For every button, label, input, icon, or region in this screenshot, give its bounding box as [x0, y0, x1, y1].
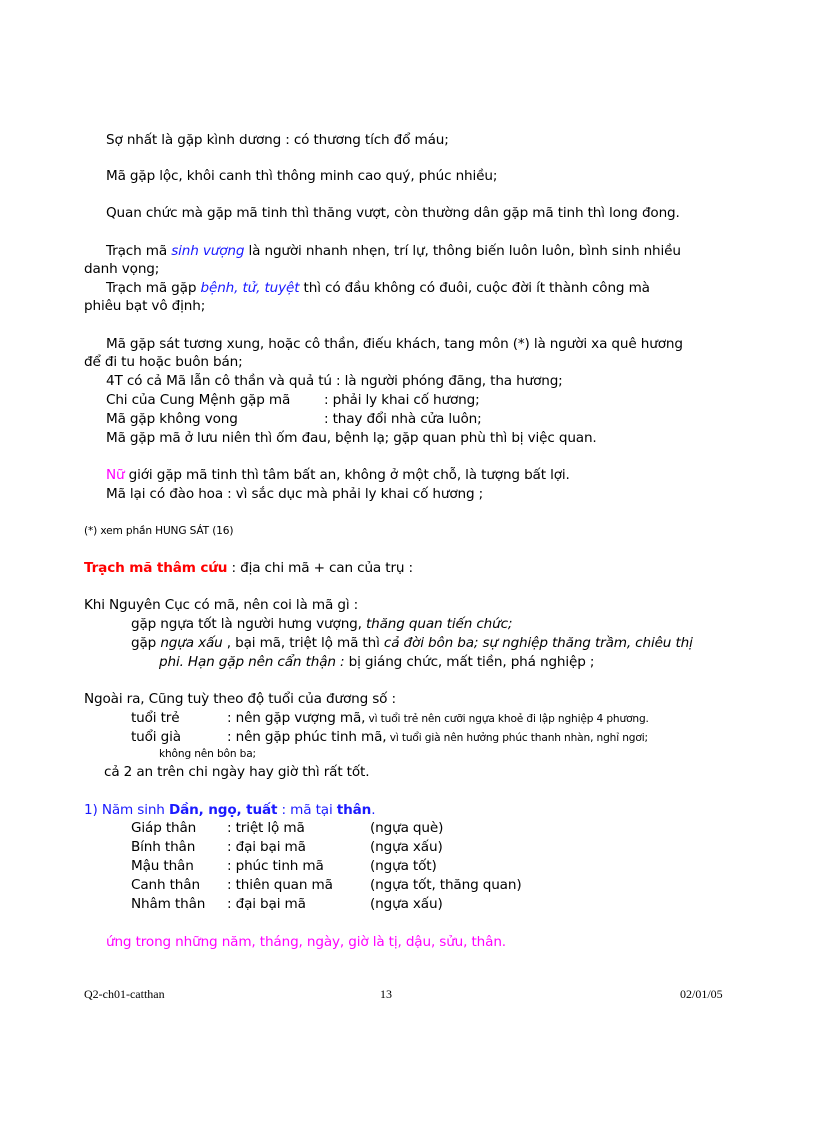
text: 1) Năm sinh [84, 802, 169, 818]
cell-name: Nhâm thân [131, 896, 206, 912]
paragraph-ca-hai: cả 2 an trên chi ngày hay giờ thì rất tốt. [104, 764, 370, 780]
paragraph-ngua-tot [131, 615, 512, 633]
paragraph-tuoi-tre [131, 709, 649, 728]
value: : nên gặp vượng mã, [227, 710, 366, 726]
text: gặp [131, 635, 161, 651]
cell-note: (ngựa tốt, thăng quan) [370, 877, 522, 893]
text: thì có đầu không có đuôi, cuộc đời ít thành công mà [299, 280, 650, 296]
paragraph-sinh-vuong [106, 242, 681, 260]
footer-page-number: 13 [380, 987, 392, 1001]
paragraph-ngua-xau [131, 634, 693, 652]
value: : nên gặp phúc tinh mã, [227, 729, 387, 745]
emphasis-sinh-vuong: sinh vượng [171, 243, 245, 259]
text: là người nhanh nhẹn, trí lự, thông biến luôn luôn, bình sinh nhiều [244, 243, 681, 259]
paragraph-sat-tuong-xung-cont: để đi tu hoặc buôn bán; [84, 354, 243, 370]
paragraph-sat-tuong-xung: Mã gặp sát tương xung, hoặc cô thần, điếu khách, tang môn (*) là người xa quê hương [106, 336, 683, 352]
highlight-nu: Nữ [106, 467, 125, 483]
cell-type: : đại bại mã [227, 839, 306, 855]
emphasis: ngựa xấu [160, 635, 223, 651]
emphasis: phi. Hạn gặp nên cẩn thận : [159, 654, 345, 670]
footer-date: 02/01/05 [680, 987, 723, 1001]
paragraph-benh-tu-tuyet [106, 279, 650, 297]
label: Mã gặp không vong [106, 411, 238, 427]
cell-type: : thiên quan mã [227, 877, 333, 893]
paragraph-tuoi-gia-cont: không nên bôn ba; [159, 748, 256, 760]
cell-name: Mậu thân [131, 858, 194, 874]
text: : địa chi mã + can của trụ : [227, 560, 413, 576]
emphasis: cả đời bôn ba; sự nghiệp thăng trầm, chiêu thị [383, 635, 693, 651]
footnote: (*) xem phần HUNG SÁT (16) [84, 525, 234, 537]
emphasis-than: thân [336, 802, 372, 818]
paragraph-ung-trong: ứng trong những năm, tháng, ngày, giờ là tị, dậu, sửu, thân. [106, 934, 506, 950]
label: Chi của Cung Mệnh gặp mã [106, 392, 291, 408]
text: , bại mã, triệt lộ mã thì [222, 635, 384, 651]
paragraph-quan-chuc: Quan chức mà gặp mã tinh thì thăng vượt, còn thường dân gặp mã tinh thì long đong. [106, 205, 680, 221]
value: : phải ly khai cố hương; [324, 392, 480, 408]
paragraph-dao-hoa: Mã lại có đào hoa : vì sắc dục mà phải ly khai cố hương ; [106, 486, 484, 502]
emphasis: thăng quan tiến chức; [365, 616, 513, 632]
note: vì tuổi già nên hưởng phúc thanh nhàn, nghỉ ngơi; [386, 732, 648, 744]
paragraph-sinh-vuong-cont: danh vọng; [84, 261, 160, 277]
cell-note: (ngựa xấu) [370, 896, 443, 912]
table-row [131, 895, 443, 913]
cell-type: : triệt lộ mã [227, 820, 305, 836]
cell-note: (ngựa tốt) [370, 858, 437, 874]
text: . [371, 802, 376, 818]
paragraph-do-tuoi: Ngoài ra, Cũng tuỳ theo độ tuổi của đương số : [84, 691, 396, 707]
paragraph-cung-menh [106, 391, 480, 409]
paragraph-benh-tu-tuyet-cont: phiêu bạt vô định; [84, 298, 206, 314]
cell-name: Bính thân [131, 839, 196, 855]
text: giới gặp mã tinh thì tâm bất an, không ở một chỗ, là tượng bất lợi. [124, 467, 570, 483]
footer-filename: Q2-ch01-catthan [84, 987, 165, 1001]
cell-note: (ngựa què) [370, 820, 444, 836]
cell-name: Canh thân [131, 877, 200, 893]
paragraph-nguyen-cuc: Khi Nguyên Cục có mã, nên coi là mã gì : [84, 597, 359, 613]
table-row [131, 876, 521, 894]
emphasis-benh-tu-tuyet: bệnh, tử, tuyệt [200, 280, 300, 296]
text: Trạch mã gặp [106, 280, 201, 296]
text: bị giáng chức, mất tiền, phá nghiệp ; [344, 654, 595, 670]
paragraph-loc-khoi: Mã gặp lộc, khôi canh thì thông minh cao quý, phúc nhiều; [106, 168, 498, 184]
paragraph-khong-vong [106, 410, 482, 428]
cell-type: : phúc tinh mã [227, 858, 324, 874]
paragraph-nu-gioi [106, 466, 570, 484]
paragraph-ngua-xau-cont [159, 653, 594, 671]
table-row [131, 838, 443, 856]
section-heading [84, 559, 413, 577]
text: gặp ngựa tốt là người hưng vượng, [131, 616, 366, 632]
cell-note: (ngựa xấu) [370, 839, 443, 855]
paragraph-luu-nien: Mã gặp mã ở lưu niên thì ốm đau, bệnh lạ; gặp quan phù thì bị việc quan. [106, 430, 597, 446]
label: tuổi trẻ [131, 710, 180, 726]
text: Trạch mã [106, 243, 172, 259]
table-row [131, 857, 437, 875]
paragraph-co-than-qua-tu: 4T có cả Mã lẫn cô thần và quả tú : là người phóng đãng, tha hương; [106, 373, 563, 389]
label: tuổi già [131, 729, 181, 745]
cell-name: Giáp thân [131, 820, 197, 836]
emphasis-dan-ngo-tuat: Dần, ngọ, tuất [168, 802, 278, 818]
value: : thay đổi nhà cửa luôn; [324, 411, 482, 427]
heading-tham-cuu: Trạch mã thâm cứu [84, 560, 228, 576]
year-section-heading [84, 801, 375, 819]
paragraph-kinh-duong: Sợ nhất là gặp kình dương : có thương tích đổ máu; [106, 132, 449, 148]
note: vì tuổi trẻ nên cưỡi ngựa khoẻ đi lập nghiệp 4 phương. [365, 713, 649, 725]
text: : mã tại [277, 802, 337, 818]
cell-type: : đại bại mã [227, 896, 306, 912]
table-row [131, 819, 443, 837]
